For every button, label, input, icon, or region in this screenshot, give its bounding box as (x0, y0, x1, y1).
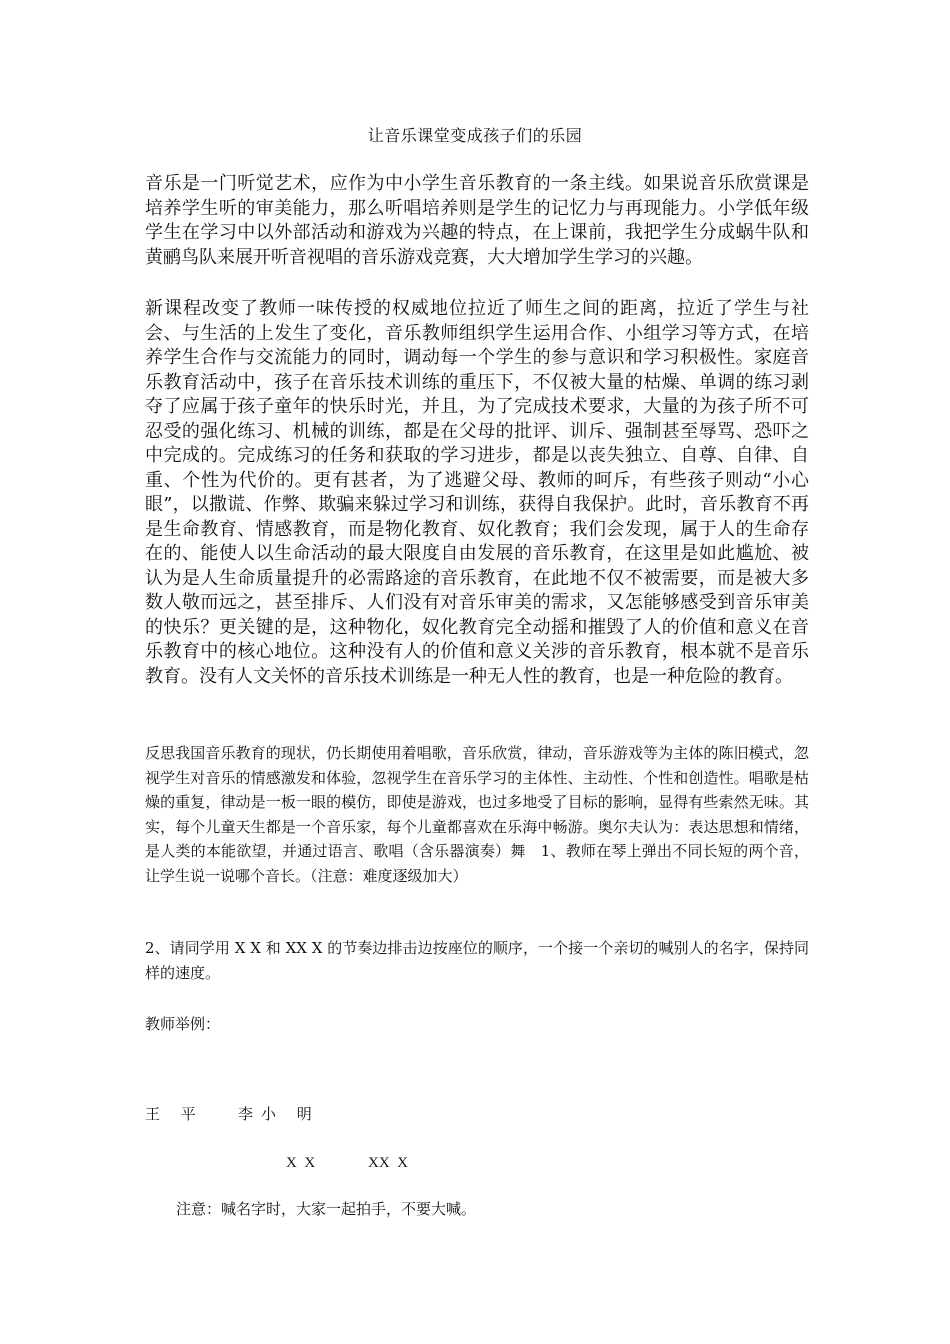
example-name-1: 王 平 (145, 1105, 204, 1123)
paragraph-new-curriculum: 新课程改变了教师一味传授的权威地位拉近了师生之间的距离，拉近了学生与社会、与生活的上发生了变化，音乐教师组织学生运用合作、小组学习等方式，在培养学生合作与交流能力的同时，调动每一个学生的参与意识和学习积极性。家庭音乐教育活动中，孩子在音乐技术训练的重压下，不仅被大量的枯燥、单调的练习剥夺了应属于孩子童年的快乐时光，并且，为了完成技术要求，大量的为孩子所不可忍受的强化练习、机械的训练，都是在父母的批评、训斥、强制甚至辱骂、恐吓之中完成的。完成练习的任务和获取的学习进步，都是以丧失独立、自尊、自律、自重、个性为代价的。更有甚者，为了逃避父母、教师的呵斥，有些孩子则动“小心眼”，以撒谎、作弊、欺骗来躲过学习和训练，获得自我保护。此时，音乐教育不再是生命教育、情感教育，而是物化教育、奴化教育；我们会发现，属于人的生命存在的、能使人以生命活动的最大限度自由发展的音乐教育，在这里是如此尴尬、被认为是人生命质量提升的必需路途的音乐教育，在此地不仅不被需要，而是被大多数人敬而远之，甚至排斥、人们没有对音乐审美的需求，又怎能够感受到音乐审美的快乐？更关键的是，这种物化，奴化教育完全动摇和摧毁了人的价值和意义在音乐教育中的核心地位。这种没有人的价值和意义关涉的音乐教育，根本就不是音乐教育。没有人文关怀的音乐技术训练是一种无人性的教育，也是一种危险的教育。 (145, 298, 809, 687)
example-note: 注意：喊名字时，大家一起拍手，不要大喊。 (176, 1200, 477, 1218)
example-name-2: 李小 明 (238, 1105, 320, 1123)
paragraph-activity-2: 2、请同学用 X X 和 XX X 的节奏边排击边按座位的顺序，一个接一个亲切的喊别人的名字，保持同样的速度。 (145, 939, 809, 982)
rhythm-pattern-1: X X (286, 1155, 316, 1171)
document-title: 让音乐课堂变成孩子们的乐园 (367, 126, 583, 145)
paragraph-teacher-example: 教师举例： (145, 1015, 221, 1033)
rhythm-pattern-2: XX X (368, 1155, 408, 1171)
example-rhythm-row (286, 1152, 486, 1174)
paragraph-intro: 音乐是一门听觉艺术，应作为中小学生音乐教育的一条主线。如果说音乐欣赏课是培养学生听的审美能力，那么听唱培养则是学生的记忆力与再现能力。小学低年级学生在学习中以外部活动和游戏为兴趣的特点，在上课前，我把学生分成蜗牛队和黄鹂鸟队来展开听音视唱的音乐游戏竞赛，大大增加学生学习的兴趣。 (145, 173, 809, 268)
example-names-row (145, 1103, 445, 1125)
paragraph-reflection: 反思我国音乐教育的现状，仍长期使用着唱歌，音乐欣赏，律动，音乐游戏等为主体的陈旧模式，忽视学生对音乐的情感激发和体验，忽视学生在音乐学习的主体性、主动性、个性和创造性。唱歌是枯燥的重复，律动是一板一眼的模仿，即使是游戏，也过多地受了目标的影响，显得有些索然无味。其实，每个儿童天生都是一个音乐家，每个儿童都喜欢在乐海中畅游。奥尔夫认为：表达思想和情绪，是人类的本能欲望，并通过语言、歌唱（含乐器演奏）舞 1、教师在琴上弹出不同长短的两个音，让学生说一说哪个音长。（注意：难度逐级加大） (145, 744, 809, 885)
